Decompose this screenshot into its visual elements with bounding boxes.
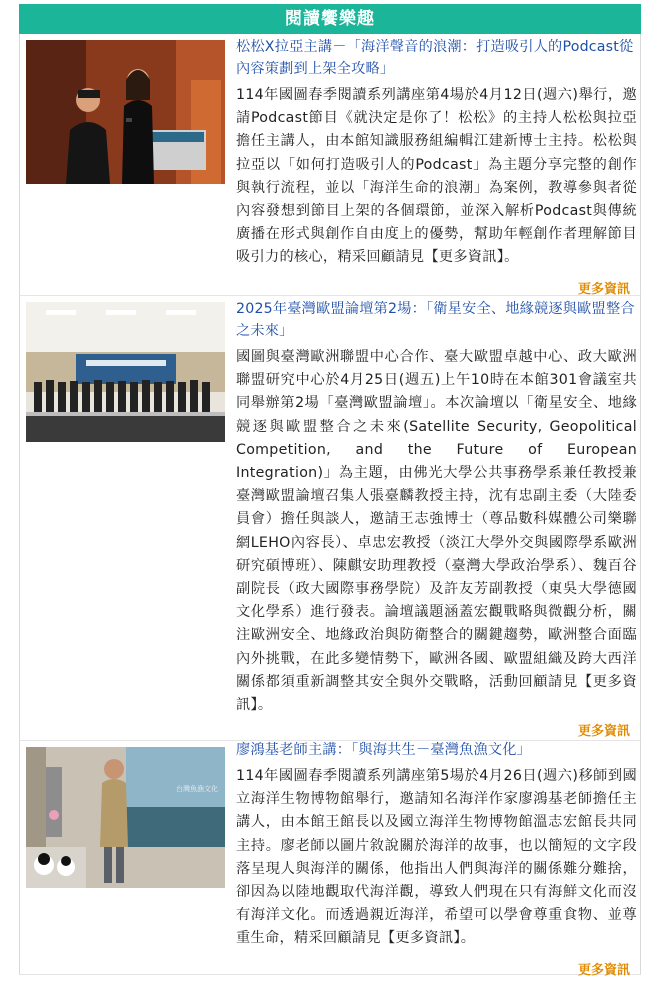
article-photo[interactable] (26, 40, 225, 184)
more-info-link[interactable]: 更多資訊 (577, 282, 630, 297)
article-photo[interactable] (26, 747, 225, 888)
section-header (19, 4, 641, 34)
article-card (19, 741, 641, 978)
section-title: 閱讀饗樂趣 (285, 9, 375, 29)
article-body: 114年國圖春季閱讀系列講座第5場於4月26日(週六)移師到國立海洋生物博物館舉行，邀請知名海洋作家廖鴻基老師擔任主講人，由本館王館長以及國立海洋生物博物館溫志宏館長共同主持。廖老師以圖片敘說關於海洋的故事，也以簡短的文字段落呈現人與海洋的關係，他指出人們與海洋的關係難分難捨，卻因為以陸地觀取代海洋觀，導致人們現在只有海鮮文化而沒有海洋文化。而透過親近海洋，希望可以學會尊重食物、並尊重生命，精采回顧請見【更多資訊】。 (236, 768, 637, 947)
podcast-event-photo (26, 40, 225, 184)
article-title[interactable]: 2025年臺灣歐盟論壇第2場：「衛星安全、地緣競逐與歐盟整合之未來」 (236, 301, 635, 339)
article-card (19, 296, 641, 741)
article-photo[interactable] (26, 302, 225, 442)
more-info-link[interactable]: 更多資訊 (577, 724, 630, 739)
forum-group-photo (26, 302, 225, 442)
article-title[interactable]: 廖鴻基老師主講：「與海共生－臺灣魚漁文化」 (236, 742, 532, 758)
article-body: 114年國圖春季閱讀系列講座第4場於4月12日(週六)舉行，邀請Podcast節目《就決定是你了！松松》的主持人松松與拉亞擔任主講人，由本館知識服務組編輯江建新博士主持。松松與拉亞以「如何打造吸引人的Podcast」為主題分享完整的創作與執行流程，並以「海洋生命的浪潮」為案例，教導參與者從內容發想到節目上架的各個環節，並深入解析Podcast與傳統廣播在形式與創作自由度上的優勢，幫助年輕創作者理解節目吸引力的核心，精采回顧請見【更多資訊】。 (236, 87, 637, 266)
article-title[interactable]: 松松X拉亞主講－「海洋聲音的浪潮：打造吸引人的Podcast從內容策劃到上架全攻略」 (236, 39, 634, 77)
article-body: 國圖與臺灣歐洲聯盟中心合作、臺大歐盟卓越中心、政大歐洲聯盟研究中心於4月25日(週五)上午10時在本館301會議室共同舉辦第2場「臺灣歐盟論壇」。本次論壇以「衛星安全、地緣競逐與歐盟整合之未來(Satellite Security, Geopolitical Competition, and the Future of European Integration)」為主題，由佛光大學公共事務學系兼任教授兼臺灣歐盟論壇召集人張臺麟教授主持，沈有忠副主委（大陸委員會）擔任與談人，邀請王志強博士（尊品數科媒體公司樂聯網LEHO內容長）、卓忠宏教授（淡江大學外交與國際學系歐洲研究碩博班）、陳麒安助理教授（臺灣大學政治學系）、魏百谷副院長（政大國際事務學院）及許友芳副教授（東吳大學德國文化學系）進行發表。論壇議題涵蓋宏觀戰略與微觀分析，關注歐洲安全、地緣政治與防衛整合的關鍵趨勢，歐洲整合面臨內外挑戰，在此多變情勢下，歐洲各國、歐盟組織及跨大西洋關係都須重新調整其安全與外交戰略，活動回顧請見【更多資訊】。 (236, 349, 637, 714)
lecture-speaker-photo (26, 747, 225, 888)
reading-section (19, 4, 641, 978)
more-info-link[interactable]: 更多資訊 (577, 963, 630, 978)
svg-text:台灣魚漁文化: 台灣魚漁文化 (176, 785, 218, 793)
article-card (19, 34, 641, 296)
